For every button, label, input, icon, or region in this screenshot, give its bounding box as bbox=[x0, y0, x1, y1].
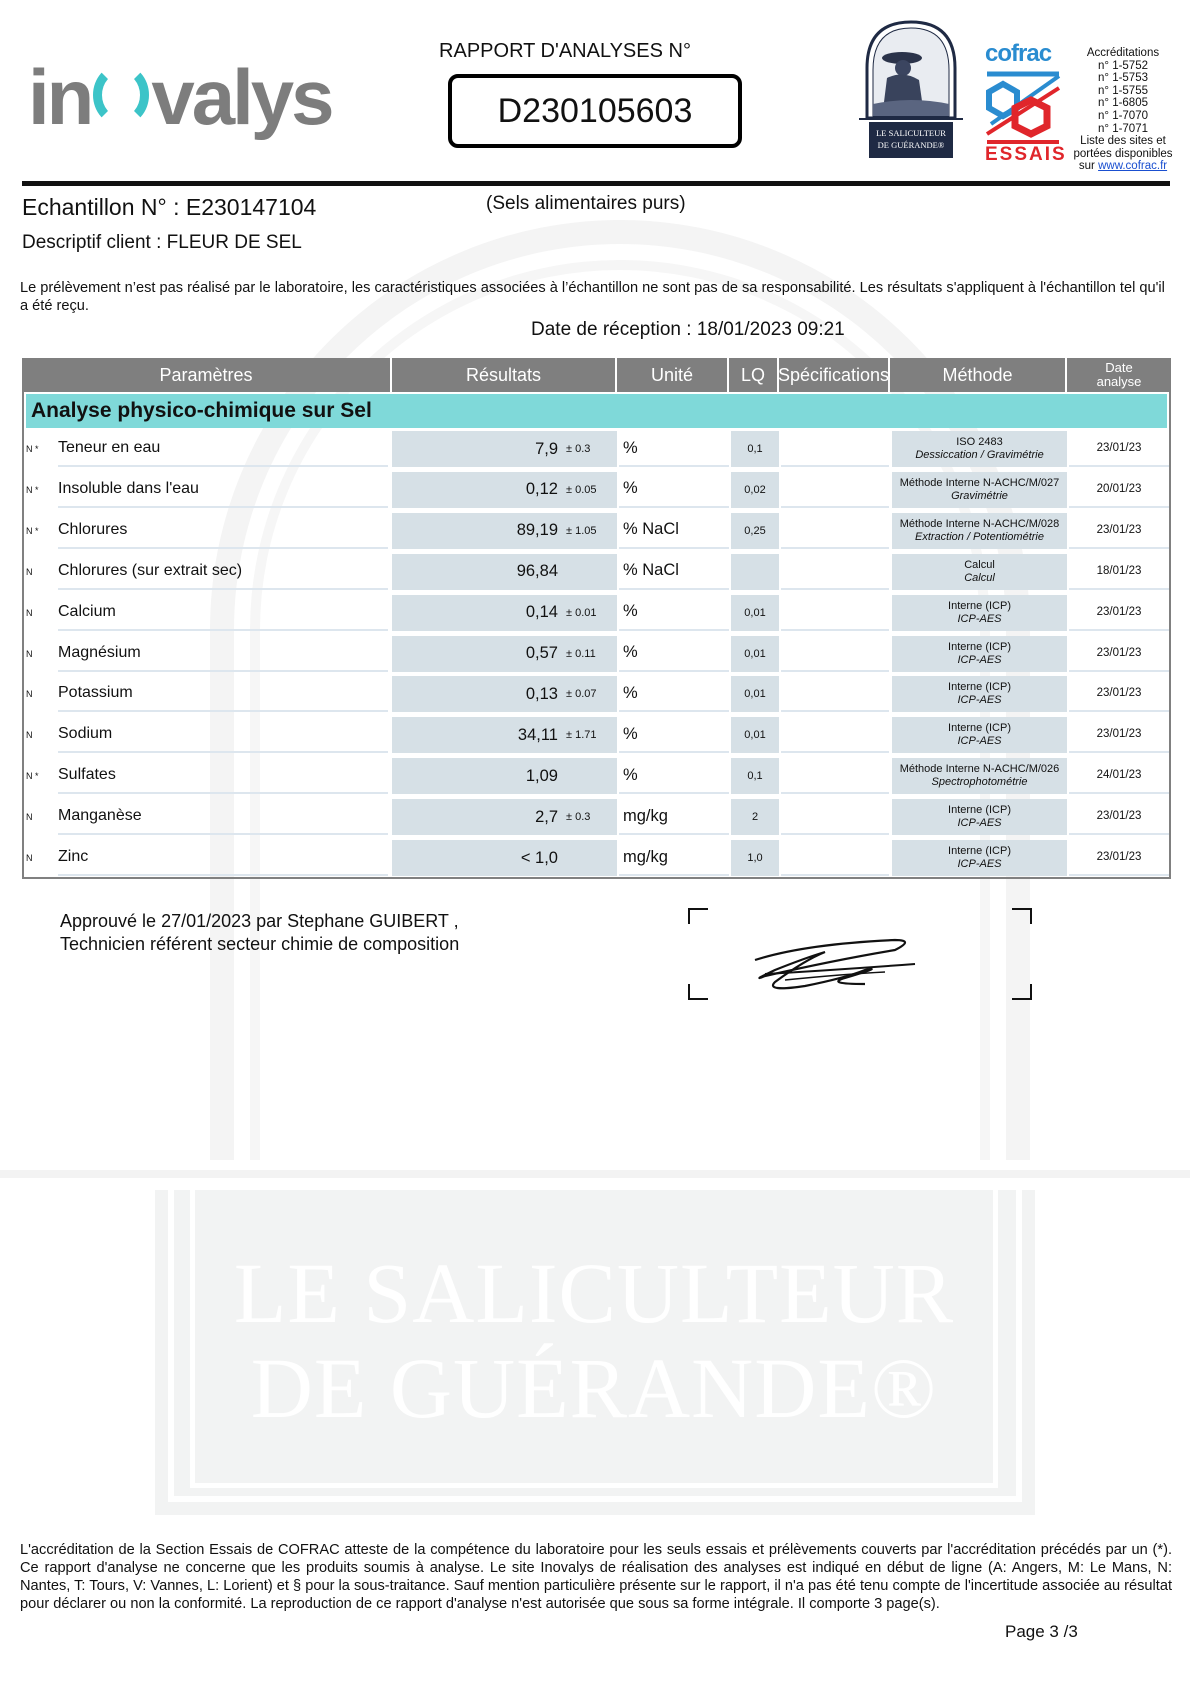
table-row bbox=[24, 634, 1169, 674]
header-date bbox=[1067, 358, 1171, 392]
unit-value: % bbox=[619, 472, 729, 508]
unit-value: mg/kg bbox=[619, 840, 729, 876]
analysis-date: 23/01/23 bbox=[1069, 431, 1169, 467]
specification-value bbox=[781, 554, 889, 590]
method-name: Interne (ICP) bbox=[948, 804, 1011, 817]
salicultier-logo-line2: DE GUÉRANDE® bbox=[877, 140, 945, 150]
report-title: RAPPORT D'ANALYSES N° bbox=[439, 40, 691, 62]
header-date-line2: analyse bbox=[1096, 374, 1142, 389]
site-code: N * bbox=[26, 525, 39, 536]
unit-value: % bbox=[619, 676, 729, 712]
approval-line1: Approuvé le 27/01/2023 par Stephane GUIBERT , bbox=[60, 911, 459, 931]
method-cell bbox=[892, 431, 1067, 467]
site-code: N bbox=[26, 607, 33, 618]
lq-value: 0,01 bbox=[731, 717, 779, 753]
uncertainty-value bbox=[562, 840, 617, 876]
page-number: Page 3 /3 bbox=[1005, 1622, 1078, 1641]
lq-value: 0,01 bbox=[731, 595, 779, 631]
uncertainty-value bbox=[562, 758, 617, 794]
method-cell bbox=[892, 758, 1067, 794]
report-number: D230105603 bbox=[448, 74, 742, 148]
site-code: N bbox=[26, 730, 33, 741]
cofrac-word: cofrac bbox=[985, 40, 1052, 67]
unit-value: mg/kg bbox=[619, 799, 729, 835]
accreditation-number: n° 1-7070 bbox=[1098, 109, 1148, 122]
analysis-date: 20/01/23 bbox=[1069, 472, 1169, 508]
specification-value bbox=[781, 513, 889, 549]
method-name: Méthode Interne N-ACHC/M/026 bbox=[899, 763, 1060, 776]
method-cell bbox=[892, 513, 1067, 549]
header-method: Méthode bbox=[890, 358, 1065, 392]
signature-image bbox=[745, 930, 925, 1000]
accreditation-number: n° 1-5753 bbox=[1098, 72, 1148, 85]
result-value: 7,9 bbox=[392, 431, 562, 467]
lq-value: 0,25 bbox=[731, 513, 779, 549]
site-code: N bbox=[26, 853, 33, 863]
site-code: N bbox=[26, 812, 33, 823]
lq-value: 0,1 bbox=[731, 758, 779, 794]
logo-text-rest: valys bbox=[151, 53, 332, 141]
signature-frame-corner bbox=[688, 908, 708, 924]
analysis-date: 24/01/23 bbox=[1069, 758, 1169, 794]
parameter-name: Chlorures bbox=[58, 513, 388, 549]
unit-value: % NaCl bbox=[619, 554, 729, 590]
lq-value: 0,01 bbox=[731, 676, 779, 712]
lq-value: 2 bbox=[731, 799, 779, 835]
uncertainty-value: ± 0.01 bbox=[562, 595, 617, 631]
cofrac-hexagons-icon bbox=[985, 68, 1061, 144]
result-value: 0,57 bbox=[392, 636, 562, 672]
accreditation-list-line: Liste des sites et bbox=[1080, 135, 1166, 148]
specification-value bbox=[781, 472, 889, 508]
result-value: 0,13 bbox=[392, 676, 562, 712]
header-param: Paramètres bbox=[22, 358, 390, 392]
result-value: 2,7 bbox=[392, 799, 562, 835]
method-cell bbox=[892, 554, 1067, 590]
accreditations-title: Accréditations bbox=[1086, 47, 1160, 59]
method-name: Interne (ICP) bbox=[948, 845, 1011, 857]
table-row bbox=[24, 593, 1169, 633]
method-detail: ICP-AES bbox=[957, 694, 1002, 707]
parameter-name: Magnésium bbox=[58, 636, 388, 672]
reception-date: Date de réception : 18/01/2023 09:21 bbox=[531, 319, 845, 340]
method-name: Interne (ICP) bbox=[948, 681, 1011, 694]
specification-value bbox=[781, 431, 889, 467]
signature-frame-corner bbox=[1012, 984, 1032, 1000]
method-detail: Extraction / Potentiométrie bbox=[914, 530, 1044, 543]
method-name: Méthode Interne N-ACHC/M/028 bbox=[899, 517, 1060, 530]
method-name: Interne (ICP) bbox=[948, 722, 1011, 735]
uncertainty-value: ± 0.05 bbox=[562, 472, 617, 508]
analysis-date: 23/01/23 bbox=[1069, 595, 1169, 631]
essais-word: ESSAIS bbox=[985, 144, 1067, 165]
lq-value: 0,02 bbox=[731, 472, 779, 508]
link-prefix: sur bbox=[1078, 160, 1099, 173]
salicultier-logo-line1: LE SALICULTEUR bbox=[876, 128, 946, 138]
header-unit: Unité bbox=[617, 358, 727, 392]
specification-value bbox=[781, 840, 889, 876]
cofrac-link[interactable]: www.cofrac.fr bbox=[1098, 160, 1168, 173]
table-row bbox=[24, 756, 1169, 796]
result-value: 1,09 bbox=[392, 758, 562, 794]
uncertainty-value: ± 0.3 bbox=[562, 431, 617, 467]
header-date-line1: Date bbox=[1105, 360, 1133, 375]
result-value: 0,12 bbox=[392, 472, 562, 508]
site-code: N bbox=[26, 566, 33, 577]
analysis-date: 23/01/23 bbox=[1069, 840, 1169, 876]
method-cell bbox=[892, 799, 1067, 835]
method-detail: ICP-AES bbox=[957, 735, 1002, 748]
parameter-name: Potassium bbox=[58, 676, 388, 712]
approval-block bbox=[60, 910, 459, 956]
lq-value: 0,1 bbox=[731, 431, 779, 467]
accreditations-block bbox=[1058, 47, 1188, 173]
method-name: Calcul bbox=[964, 558, 995, 571]
unit-value: % bbox=[619, 595, 729, 631]
unit-value: % bbox=[619, 431, 729, 467]
analysis-date: 23/01/23 bbox=[1069, 799, 1169, 835]
inovalys-logo bbox=[28, 52, 332, 143]
table-row bbox=[24, 429, 1169, 469]
specification-value bbox=[781, 636, 889, 672]
sample-category: (Sels alimentaires purs) bbox=[486, 193, 686, 214]
lq-value: 0,01 bbox=[731, 636, 779, 672]
specification-value bbox=[781, 758, 889, 794]
parameter-name: Calcium bbox=[58, 595, 388, 631]
parameter-name: Sulfates bbox=[58, 758, 388, 794]
table-row bbox=[24, 552, 1169, 592]
parameter-name: Zinc bbox=[58, 840, 388, 876]
header-divider bbox=[22, 181, 1170, 186]
analysis-date: 23/01/23 bbox=[1069, 636, 1169, 672]
method-name: Interne (ICP) bbox=[948, 599, 1011, 612]
method-detail: ICP-AES bbox=[957, 858, 1002, 870]
signature-frame-corner bbox=[1012, 908, 1032, 924]
header-spec: Spécifications bbox=[779, 358, 888, 392]
method-name: Méthode Interne N-ACHC/M/027 bbox=[899, 476, 1060, 489]
result-value: 0,14 bbox=[392, 595, 562, 631]
specification-value bbox=[781, 595, 889, 631]
method-detail: ICP-AES bbox=[957, 817, 1002, 830]
watermark-divider bbox=[0, 1170, 1190, 1178]
logo-text: in bbox=[28, 53, 92, 141]
uncertainty-value: ± 0.11 bbox=[562, 636, 617, 672]
specification-value bbox=[781, 676, 889, 712]
lq-value: 1,0 bbox=[731, 840, 779, 876]
method-detail: Spectrophotométrie bbox=[931, 776, 1028, 789]
accreditation-number: n° 1-6805 bbox=[1098, 97, 1148, 110]
approval-line2: Technicien référent secteur chimie de composition bbox=[60, 934, 460, 954]
signature-frame-corner bbox=[688, 984, 708, 1000]
specification-value bbox=[781, 799, 889, 835]
watermark-text-line2: DE GUÉRANDE® bbox=[250, 1340, 938, 1436]
table-row bbox=[24, 797, 1169, 837]
table-row bbox=[24, 715, 1169, 755]
unit-value: % bbox=[619, 636, 729, 672]
table-row bbox=[24, 470, 1169, 510]
method-detail: Calcul bbox=[964, 571, 995, 584]
method-cell bbox=[892, 717, 1067, 753]
method-cell bbox=[892, 636, 1067, 672]
result-value: < 1,0 bbox=[392, 840, 562, 876]
watermark-text-line1: LE SALICULTEUR bbox=[233, 1245, 955, 1341]
header-lq: LQ bbox=[729, 358, 777, 392]
accreditation-number: n° 1-5752 bbox=[1098, 59, 1148, 72]
footer-accreditation-text: L'accréditation de la Section Essais de COFRAC atteste de la compétence du laboratoire pour les seuls essais et prélèvements couverts par l'accréditation précédés par un (*). Ce rapport d'analyse ne concerne que les produits soumis à analyse. Le site Inovalys de réalisation des analyses est indiqué en début de ligne (A: Angers, M: Le Mans, N: Nantes, T: Tours, V: Vannes, L: Lorient) et § pour la sous-traitance. Sauf mention particulière présente sur le rapport, il n'a pas été tenu compte de l'incertitude associée au résultat pour déclarer ou non la conformité. La reproduction de ce rapport d'analyse n'est autorisée que sous sa forme intégrale. Il comporte 3 page(s). bbox=[20, 1542, 1172, 1612]
sample-number: Echantillon N° : E230147104 bbox=[22, 194, 317, 220]
analysis-date: 23/01/23 bbox=[1069, 513, 1169, 549]
uncertainty-value: ± 0.07 bbox=[562, 676, 617, 712]
method-name: Interne (ICP) bbox=[948, 640, 1011, 653]
method-detail: ICP-AES bbox=[957, 612, 1002, 625]
unit-value: % NaCl bbox=[619, 513, 729, 549]
method-cell bbox=[892, 595, 1067, 631]
unit-value: % bbox=[619, 758, 729, 794]
analysis-date: 18/01/23 bbox=[1069, 554, 1169, 590]
site-code: N * bbox=[26, 771, 39, 782]
analysis-date: 23/01/23 bbox=[1069, 676, 1169, 712]
header-result: Résultats bbox=[392, 358, 615, 392]
parameter-name: Teneur en eau bbox=[58, 431, 388, 467]
sampling-disclaimer: Le prélèvement n’est pas réalisé par le laboratoire, les caractéristiques associées à l’échantillon ne sont pas de sa responsabilité. Les résultats s'appliquent à l'échantillon tel qu'il a été reçu. bbox=[20, 280, 1165, 314]
accreditation-number: n° 1-7071 bbox=[1098, 122, 1148, 135]
method-detail: Gravimétrie bbox=[951, 489, 1008, 502]
lq-value bbox=[731, 554, 779, 590]
result-value: 96,84 bbox=[392, 554, 562, 590]
method-cell bbox=[892, 472, 1067, 508]
method-detail: ICP-AES bbox=[957, 653, 1002, 666]
salicultier-logo bbox=[857, 18, 965, 166]
uncertainty-value: ± 1.71 bbox=[562, 717, 617, 753]
uncertainty-value: ± 1.05 bbox=[562, 513, 617, 549]
result-value: 89,19 bbox=[392, 513, 562, 549]
method-name: ISO 2483 bbox=[956, 436, 1003, 448]
unit-value: % bbox=[619, 717, 729, 753]
site-code: N bbox=[26, 648, 33, 659]
method-cell bbox=[892, 840, 1067, 876]
table-row bbox=[24, 511, 1169, 551]
accreditation-number: n° 1-5755 bbox=[1098, 84, 1148, 97]
site-code: N * bbox=[26, 444, 39, 454]
parameter-name: Chlorures (sur extrait sec) bbox=[58, 554, 388, 590]
site-code: N bbox=[26, 689, 33, 700]
method-cell bbox=[892, 676, 1067, 712]
cofrac-logo bbox=[985, 40, 1067, 170]
uncertainty-value: ± 0.3 bbox=[562, 799, 617, 835]
result-value: 34,11 bbox=[392, 717, 562, 753]
table-row bbox=[24, 674, 1169, 714]
table-header bbox=[22, 358, 1171, 392]
parameter-name: Sodium bbox=[58, 717, 388, 753]
accreditation-link-line bbox=[1058, 160, 1188, 173]
parameter-name: Manganèse bbox=[58, 799, 388, 835]
site-code: N * bbox=[26, 484, 39, 495]
table-row bbox=[24, 838, 1169, 878]
logo-ring-icon bbox=[93, 64, 149, 126]
analysis-date: 23/01/23 bbox=[1069, 717, 1169, 753]
uncertainty-value bbox=[562, 554, 617, 590]
section-title: Analyse physico-chimique sur Sel bbox=[26, 394, 1167, 428]
accreditation-list-line: portées disponibles bbox=[1073, 147, 1173, 160]
parameter-name: Insoluble dans l'eau bbox=[58, 472, 388, 508]
method-detail: Dessiccation / Gravimétrie bbox=[915, 449, 1044, 461]
client-description: Descriptif client : FLEUR DE SEL bbox=[22, 232, 302, 253]
specification-value bbox=[781, 717, 889, 753]
